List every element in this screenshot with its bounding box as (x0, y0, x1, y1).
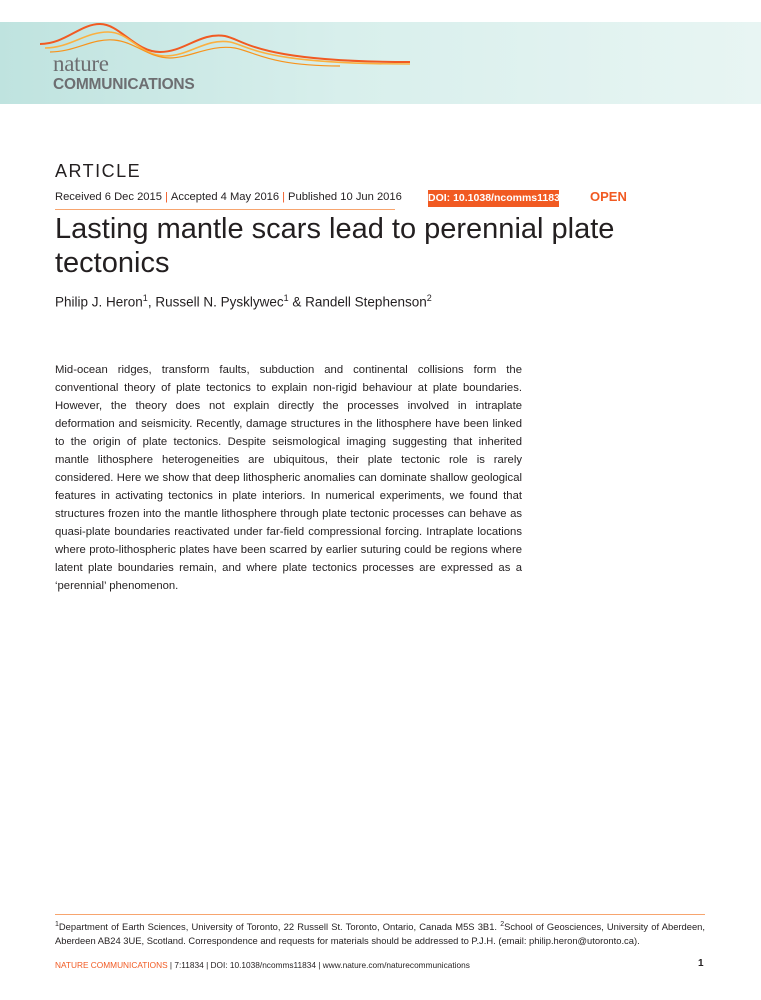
author-affiliation: 1 (283, 293, 289, 303)
doi-badge[interactable]: DOI: 10.1038/ncomms11834 (428, 190, 559, 207)
open-access-label: OPEN (590, 189, 627, 204)
page-footer (55, 960, 470, 970)
footnote-divider (55, 914, 705, 915)
article-title: Lasting mantle scars lead to perennial plate tectonics (55, 213, 615, 279)
affiliations-footnote (55, 918, 705, 948)
received-date: Received 6 Dec 2015 (55, 191, 162, 203)
article-type-label: ARTICLE (55, 161, 142, 181)
footnote-number: 2 (500, 921, 505, 928)
page-number: 1 (698, 958, 704, 969)
accepted-date: Accepted 4 May 2016 (170, 191, 280, 203)
abstract: Mid-ocean ridges, transform faults, subduction and continental collisions form the conventional theory of plate tectonics to explain non-rigid behaviour at plate boundaries. However, the theory does not explain directly the processes involved in intraplate deformation and seismicity. Recently, damage structures in the lithosphere have been linked to the origin of plate tectonics. Despite seismological imaging suggesting that inherited mantle lithosphere heterogeneities are ubiquitous, their plate tectonic role is rarely considered. Here we show that deep lithospheric anomalies can dominate shallow geological features in activating tectonics in plate interiors. In numerical experiments, we found that structures frozen into the mantle lithosphere through plate tectonic processes can behave as quasi-plate boundaries reactivated under far-field compressional forcing. Intraplate locations where proto-lithospheric plates have been scarred by earlier suturing could be regions where latent plate boundaries remain, and where plate tectonics processes are expressed as a ‘perennial’ phenomenon. (55, 364, 522, 592)
article-dates (55, 191, 402, 203)
dates-divider (55, 209, 395, 210)
author-affiliation: 2 (426, 293, 432, 303)
date-separator: | (164, 191, 168, 203)
date-separator: | (282, 191, 286, 203)
logo-communications-text: COMMUNICATIONS (53, 76, 195, 93)
affiliation-1: Department of Earth Sciences, University of Toronto, 22 Russell St. Toronto, Ontario, Canada M5S 3B1. (58, 921, 501, 933)
footnote-number: 1 (55, 921, 59, 928)
author-separator: , (147, 294, 156, 310)
author-name[interactable]: Russell N. Pysklywec (155, 294, 284, 310)
author-name[interactable]: Randell Stephenson (305, 294, 427, 310)
author-name[interactable]: Philip J. Heron (55, 294, 143, 310)
affiliation-2: School of Geosciences, University of Aberdeen, Aberdeen AB24 3UE, Scotland. Correspondence and requests for materials should be addressed to P.J.H. (email: philip.heron@utoronto.ca). (55, 921, 705, 947)
author-affiliation: 1 (142, 293, 148, 303)
footer-journal-name: NATURE COMMUNICATIONS (55, 960, 168, 970)
footer-citation: | 7:11834 | DOI: 10.1038/ncomms11834 | www.nature.com/naturecommunications (167, 960, 470, 970)
logo-nature-text: nature (53, 51, 109, 76)
author-list (55, 293, 432, 310)
published-date: Published 10 Jun 2016 (288, 191, 402, 203)
author-separator: & (288, 294, 306, 310)
